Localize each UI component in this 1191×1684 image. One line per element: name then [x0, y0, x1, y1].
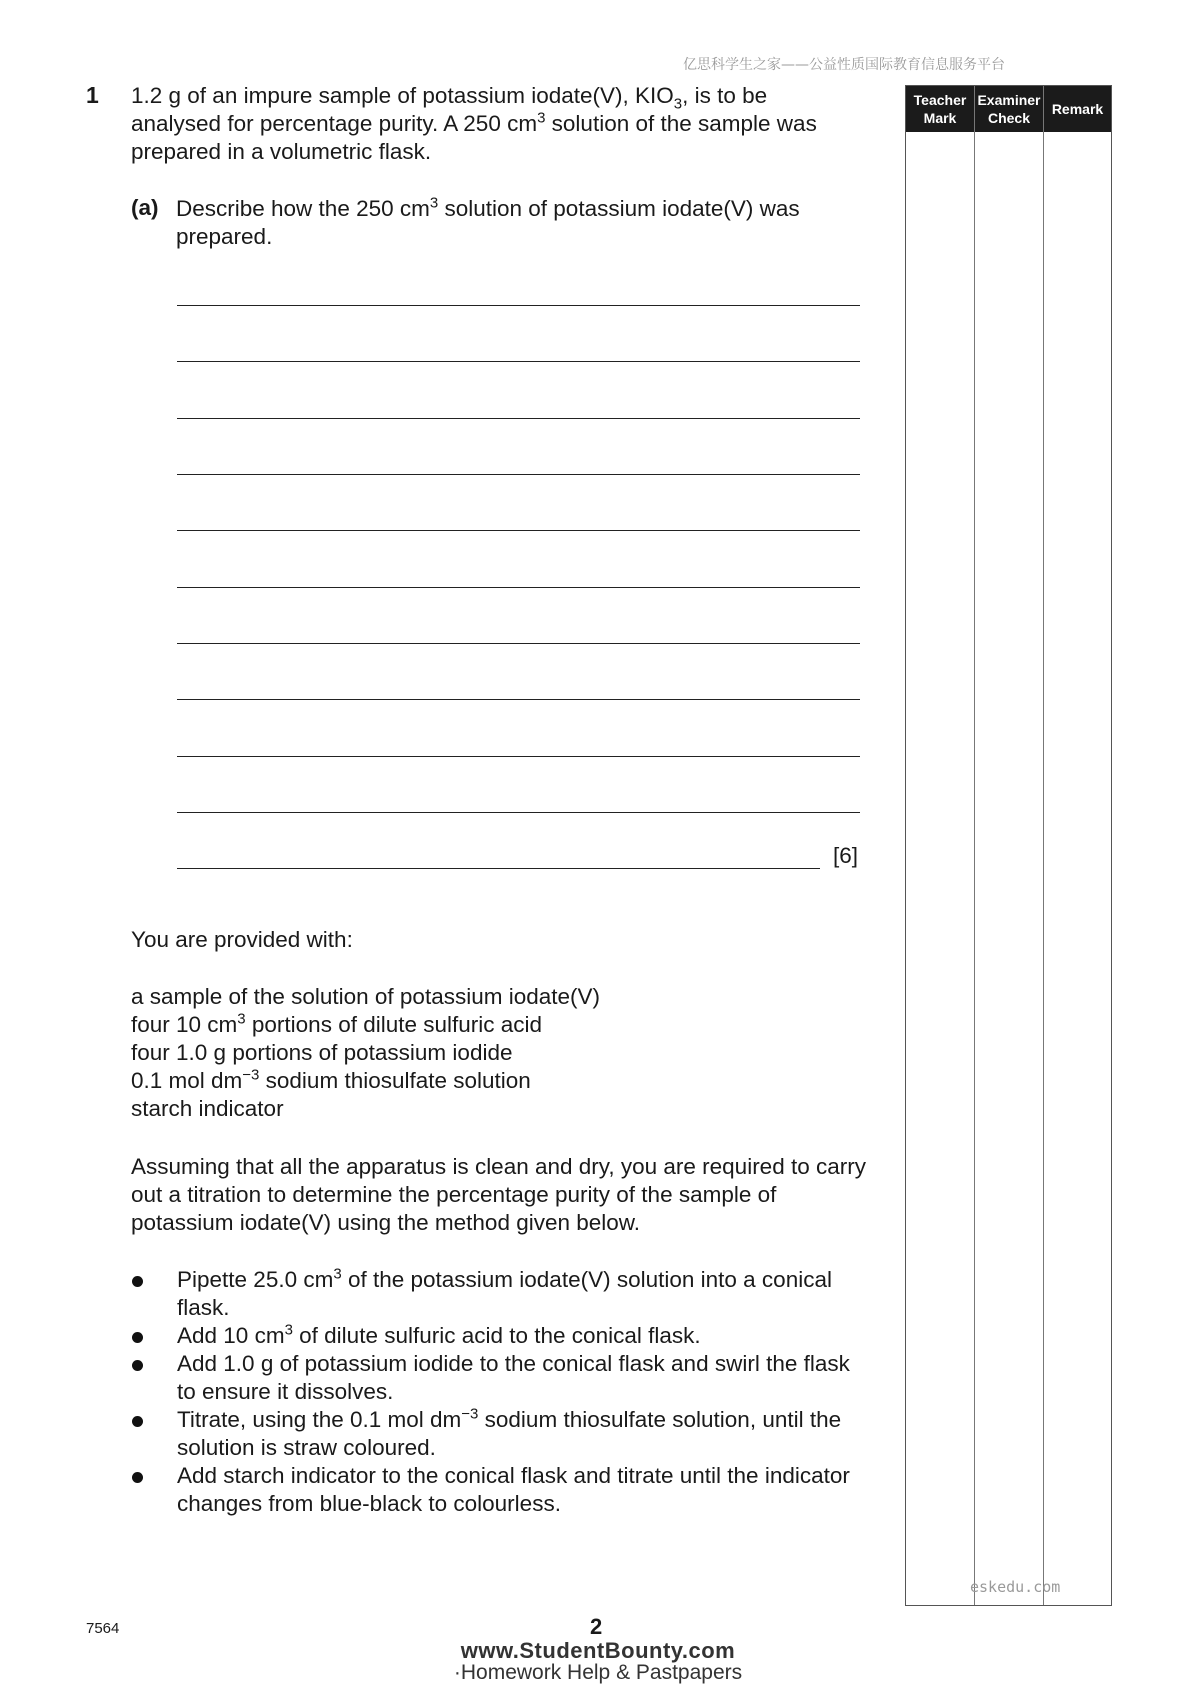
method-step-4a: Titrate, using the 0.1 mol dm — [177, 1407, 462, 1432]
mark-table — [905, 85, 1112, 1606]
answer-line[interactable] — [177, 756, 860, 757]
provided-item-4b: sodium thiosulfate solution — [259, 1068, 531, 1093]
answer-line[interactable] — [177, 868, 820, 869]
method-step-4b: sodium thiosulfate solution, until the solution is straw coloured. — [177, 1407, 842, 1460]
method-step-1b: of the potassium iodate(V) solution into a conical flask. — [177, 1267, 832, 1320]
method-step-4-sup: −3 — [461, 1405, 479, 1423]
part-a-question — [176, 195, 856, 251]
method-step-2a: Add 10 cm — [177, 1323, 285, 1348]
answer-line[interactable] — [177, 643, 860, 644]
part-a-text-1: Describe how the 250 cm — [176, 196, 430, 221]
column-divider — [1043, 86, 1044, 1605]
provided-item-2-sup: 3 — [237, 1010, 246, 1028]
method-step-1a: Pipette 25.0 cm — [177, 1267, 334, 1292]
provided-item — [131, 1067, 831, 1095]
method-list — [131, 1266, 871, 1518]
answer-line[interactable] — [177, 474, 860, 475]
provided-list — [131, 983, 831, 1123]
method-step-3: Add 1.0 g of potassium iodide to the conical flask and swirl the flask to ensure it dissolves. — [177, 1351, 850, 1404]
part-a-text-2: solution of potassium iodate(V) was prepared. — [176, 196, 800, 249]
provided-item: starch indicator — [131, 1096, 284, 1121]
intro-text-1: 1.2 g of an impure sample of potassium iodate(V), KIO — [131, 83, 674, 108]
question-intro — [131, 82, 831, 166]
method-step-2b: of dilute sulfuric acid to the conical flask. — [292, 1323, 701, 1348]
method-step — [131, 1322, 871, 1350]
header-note: 亿思科学生之家——公益性质国际教育信息服务平台 — [683, 57, 1005, 73]
question-number: 1 — [86, 82, 99, 108]
part-a-label: (a) — [131, 195, 159, 220]
provided-heading: You are provided with: — [131, 927, 353, 952]
provided-item-2b: portions of dilute sulfuric acid — [245, 1012, 543, 1037]
bullet-icon — [132, 1332, 143, 1343]
remark-header: Remark — [1044, 86, 1111, 132]
method-step-2-sup: 3 — [284, 1321, 293, 1339]
method-step — [131, 1462, 871, 1518]
method-step — [131, 1406, 871, 1462]
bullet-icon — [132, 1472, 143, 1483]
answer-line[interactable] — [177, 305, 860, 306]
bullet-icon — [132, 1416, 143, 1427]
answer-line[interactable] — [177, 361, 860, 362]
answer-line[interactable] — [177, 812, 860, 813]
logo-tagline: ·Homework Help & Pastpapers — [453, 1661, 743, 1684]
part-a-sup: 3 — [429, 194, 439, 212]
teacher-mark-header: Teacher Mark — [906, 86, 974, 132]
intro-sub: 3 — [673, 95, 683, 113]
provided-item: a sample of the solution of potassium iodate(V) — [131, 984, 601, 1009]
logo-url: www.StudentBounty.com — [460, 1638, 736, 1663]
bullet-icon — [132, 1360, 143, 1371]
method-step — [131, 1266, 871, 1322]
studentbounty-logo — [448, 1640, 748, 1684]
intro-text-3: solution of the sample was prepared in a volumetric flask. — [131, 111, 817, 164]
examiner-check-header: Examiner Check — [975, 86, 1043, 132]
answer-line[interactable] — [177, 699, 860, 700]
intro-text-2: , is to be analysed for percentage purity. A 250 cm — [131, 83, 768, 136]
provided-item-2a: four 10 cm — [131, 1012, 238, 1037]
watermark-stamp: eskedu.com — [970, 1578, 1061, 1596]
method-step-1-sup: 3 — [333, 1265, 342, 1283]
paper-code: 7564 — [86, 1620, 120, 1637]
part-a-marks: [6] — [833, 843, 859, 868]
provided-item-4a: 0.1 mol dm — [131, 1068, 243, 1093]
provided-item — [131, 1011, 831, 1039]
method-step — [131, 1350, 871, 1406]
answer-line[interactable] — [177, 587, 860, 588]
provided-item-4-sup: −3 — [242, 1066, 260, 1084]
bullet-icon — [132, 1276, 143, 1287]
answer-line[interactable] — [177, 418, 860, 419]
page-number: 2 — [590, 1614, 603, 1639]
answer-line[interactable] — [177, 530, 860, 531]
assumption-text: Assuming that all the apparatus is clean and dry, you are required to carry out a titration to determine the percentage purity of the sample of potassium iodate(V) using the method given below. — [131, 1154, 866, 1235]
intro-sup: 3 — [537, 109, 546, 127]
method-step-5: Add starch indicator to the conical flask and titrate until the indicator changes from blue-black to colourless. — [177, 1463, 850, 1516]
provided-item: four 1.0 g portions of potassium iodide — [131, 1040, 513, 1065]
column-divider — [974, 86, 975, 1605]
